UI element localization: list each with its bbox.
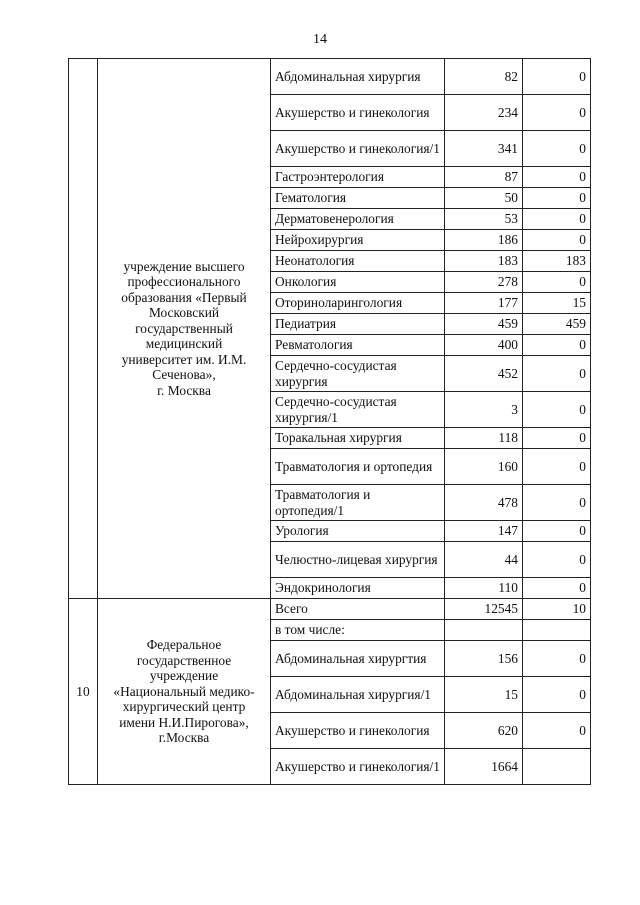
beds-allocation-table xyxy=(68,58,591,785)
value-cell-secondary: 0 xyxy=(523,167,591,188)
value-cell-secondary xyxy=(523,620,591,641)
specialty-cell: Оториноларингология xyxy=(271,293,445,314)
specialty-cell: Эндокринология xyxy=(271,578,445,599)
value-cell-secondary: 0 xyxy=(523,542,591,578)
specialty-cell: Сердечно-сосудистая хирургия/1 xyxy=(271,392,445,428)
value-cell-total: 478 xyxy=(445,485,523,521)
specialty-cell: Урология xyxy=(271,521,445,542)
value-cell-total: 1664 xyxy=(445,749,523,785)
value-cell-secondary: 0 xyxy=(523,335,591,356)
value-cell-total: 44 xyxy=(445,542,523,578)
value-cell-total: 87 xyxy=(445,167,523,188)
value-cell-total: 3 xyxy=(445,392,523,428)
specialty-cell: Дерматовенерология xyxy=(271,209,445,230)
specialty-cell: Неонатология xyxy=(271,251,445,272)
value-cell-total: 183 xyxy=(445,251,523,272)
table-row xyxy=(69,59,591,95)
value-cell-secondary: 0 xyxy=(523,131,591,167)
value-cell-total: 15 xyxy=(445,677,523,713)
value-cell-secondary: 10 xyxy=(523,599,591,620)
institution-name-cell xyxy=(98,59,271,599)
value-cell-secondary: 0 xyxy=(523,272,591,293)
value-cell-secondary: 0 xyxy=(523,209,591,230)
value-cell-secondary xyxy=(523,749,591,785)
specialty-cell: Гематология xyxy=(271,188,445,209)
value-cell-secondary: 0 xyxy=(523,521,591,542)
specialty-cell: Сердечно-сосудистая хирургия xyxy=(271,356,445,392)
value-cell-total: 278 xyxy=(445,272,523,293)
row-number-cell: 10 xyxy=(69,599,98,785)
specialty-cell: Абдоминальная хирургия/1 xyxy=(271,677,445,713)
value-cell-total: 82 xyxy=(445,59,523,95)
specialty-cell: Ревматология xyxy=(271,335,445,356)
value-cell-total: 186 xyxy=(445,230,523,251)
specialty-cell: Всего xyxy=(271,599,445,620)
value-cell-secondary: 0 xyxy=(523,95,591,131)
value-cell-total: 234 xyxy=(445,95,523,131)
specialty-cell: Акушерство и гинекология xyxy=(271,713,445,749)
value-cell-total: 341 xyxy=(445,131,523,167)
institution-name-cell xyxy=(98,599,271,785)
specialty-cell: Абдоминальная хирургтия xyxy=(271,641,445,677)
value-cell-secondary: 183 xyxy=(523,251,591,272)
table-row xyxy=(69,599,591,620)
value-cell-secondary: 0 xyxy=(523,485,591,521)
value-cell-secondary: 0 xyxy=(523,428,591,449)
value-cell-total: 452 xyxy=(445,356,523,392)
value-cell-secondary: 0 xyxy=(523,449,591,485)
row-number-cell xyxy=(69,59,98,599)
value-cell-total: 459 xyxy=(445,314,523,335)
specialty-cell: Нейрохирургия xyxy=(271,230,445,251)
page-number: 14 xyxy=(313,32,327,47)
value-cell-total: 147 xyxy=(445,521,523,542)
value-cell-secondary: 0 xyxy=(523,356,591,392)
value-cell-total: 160 xyxy=(445,449,523,485)
value-cell-total: 110 xyxy=(445,578,523,599)
institution-name: Федеральное государственное учреждение «Национальный медико- хирургический центр имени Н.И.Пирогова», г.Москва xyxy=(113,637,255,746)
value-cell-total xyxy=(445,620,523,641)
specialty-cell: Акушерство и гинекология/1 xyxy=(271,131,445,167)
institution-name: учреждение высшего профессионального образования «Первый Московский государственный медицинский университет им. И.М. Сеченова», г. Москва xyxy=(121,258,247,398)
value-cell-secondary: 0 xyxy=(523,677,591,713)
value-cell-secondary: 0 xyxy=(523,641,591,677)
value-cell-secondary: 15 xyxy=(523,293,591,314)
specialty-cell: Абдоминальная хирургия xyxy=(271,59,445,95)
value-cell-total: 177 xyxy=(445,293,523,314)
specialty-cell: Педиатрия xyxy=(271,314,445,335)
value-cell-secondary: 459 xyxy=(523,314,591,335)
value-cell-secondary: 0 xyxy=(523,713,591,749)
value-cell-secondary: 0 xyxy=(523,59,591,95)
value-cell-total: 53 xyxy=(445,209,523,230)
value-cell-secondary: 0 xyxy=(523,230,591,251)
specialty-cell: в том числе: xyxy=(271,620,445,641)
value-cell-total: 12545 xyxy=(445,599,523,620)
value-cell-total: 50 xyxy=(445,188,523,209)
specialty-cell: Торакальная хирургия xyxy=(271,428,445,449)
value-cell-total: 118 xyxy=(445,428,523,449)
value-cell-secondary: 0 xyxy=(523,578,591,599)
value-cell-total: 400 xyxy=(445,335,523,356)
value-cell-total: 156 xyxy=(445,641,523,677)
specialty-cell: Травматология и ортопедия xyxy=(271,449,445,485)
specialty-cell: Гастроэнтерология xyxy=(271,167,445,188)
specialty-cell: Челюстно-лицевая хирургия xyxy=(271,542,445,578)
specialty-cell: Акушерство и гинекология/1 xyxy=(271,749,445,785)
specialty-cell: Онкология xyxy=(271,272,445,293)
specialty-cell: Травматология и ортопедия/1 xyxy=(271,485,445,521)
value-cell-secondary: 0 xyxy=(523,188,591,209)
specialty-cell: Акушерство и гинекология xyxy=(271,95,445,131)
value-cell-secondary: 0 xyxy=(523,392,591,428)
value-cell-total: 620 xyxy=(445,713,523,749)
